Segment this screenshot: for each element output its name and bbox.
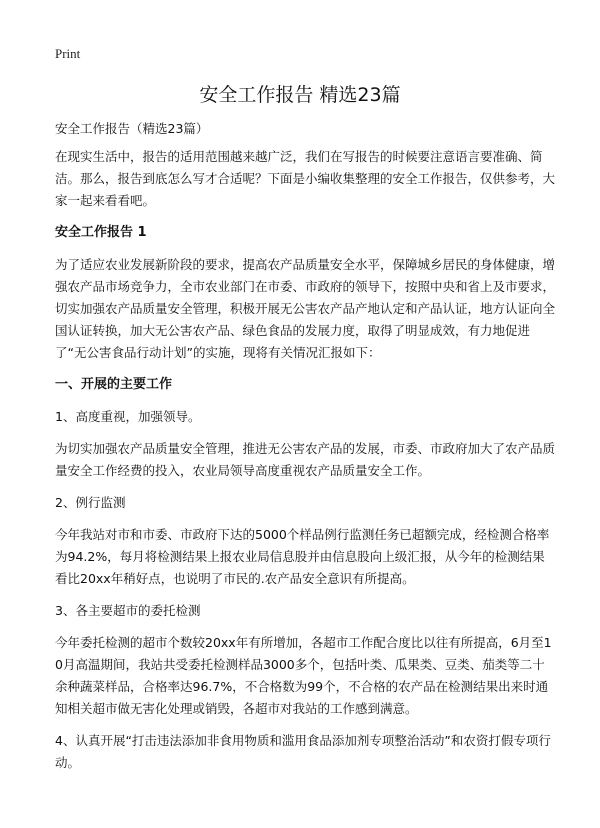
print-link[interactable]: Print [55, 46, 81, 61]
item-4-title: 4、认真开展“打击违法添加非食用物质和滥用食品添加剂专项整治活动”和农资打假专项行动。 [55, 733, 551, 770]
item-2-body: 今年我站对市和市委、市政府下达的5000个样品例行监测任务已超额完成，经检测合格率为94.2%，每月将检测结果上报农业局信息股并由信息股向上级汇报，从今年的检测结果看比20xx年稍好点，也说明了市民的.农产品安全意识有所提高。 [55, 527, 550, 586]
document-subtitle: 安全工作报告（精选23篇） [55, 121, 209, 136]
item-2-title: 2、例行监测 [55, 495, 126, 510]
report-heading: 安全工作报告 1 [55, 225, 147, 240]
item-1-body: 为切实加强农产品质量安全管理，推进无公害农产品的发展，市委、市政府加大了农产品质量安全工作经费的投入，农业局领导高度重视农产品质量安全工作。 [55, 441, 556, 478]
report-intro-paragraph: 为了适应农业发展新阶段的要求，提高农产品质量安全水平，保障城乡居民的身体健康，增强农产品市场竞争力，全市农业部门在市委、市政府的领导下，按照中央和省上及市要求，切实加强农产品质量安全管理，积极开展无公害农产品产地认定和产品认证，地方认证向全国认证转换，加大无公害农产品、绿色食品的发展力度，取得了明显成效，有力地促进了“无公害食品行动计划”的实施，现将有关情况汇报如下： [55, 257, 556, 360]
document-body [55, 118, 555, 774]
page-title: 安全工作报告 精选23篇 [199, 84, 401, 106]
item-3-body: 今年委托检测的超市个数较20xx年有所增加，各超市工作配合度比以往有所提高，6月至10月高温期间，我站共受委托检测样品3000多个，包括叶类、瓜果类、豆类、茄类等二十余种蔬菜样品，合格率达96.7%，不合格数为99个，不合格的农产品在检测结果出来时通知相关超市做无害化处理或销毁，各超市对我站的工作感到满意。 [55, 635, 552, 716]
section-heading: 一、开展的主要工作 [55, 377, 173, 392]
intro-paragraph: 在现实生活中，报告的适用范围越来越广泛，我们在写报告的时候要注意语言要准确、简洁。那么，报告到底怎么写才合适呢？下面是小编收集整理的安全工作报告，仅供参考，大家一起来看看吧。 [55, 149, 556, 208]
item-3-title: 3、各主要超市的委托检测 [55, 603, 201, 618]
item-1-title: 1、高度重视，加强领导。 [55, 409, 201, 424]
